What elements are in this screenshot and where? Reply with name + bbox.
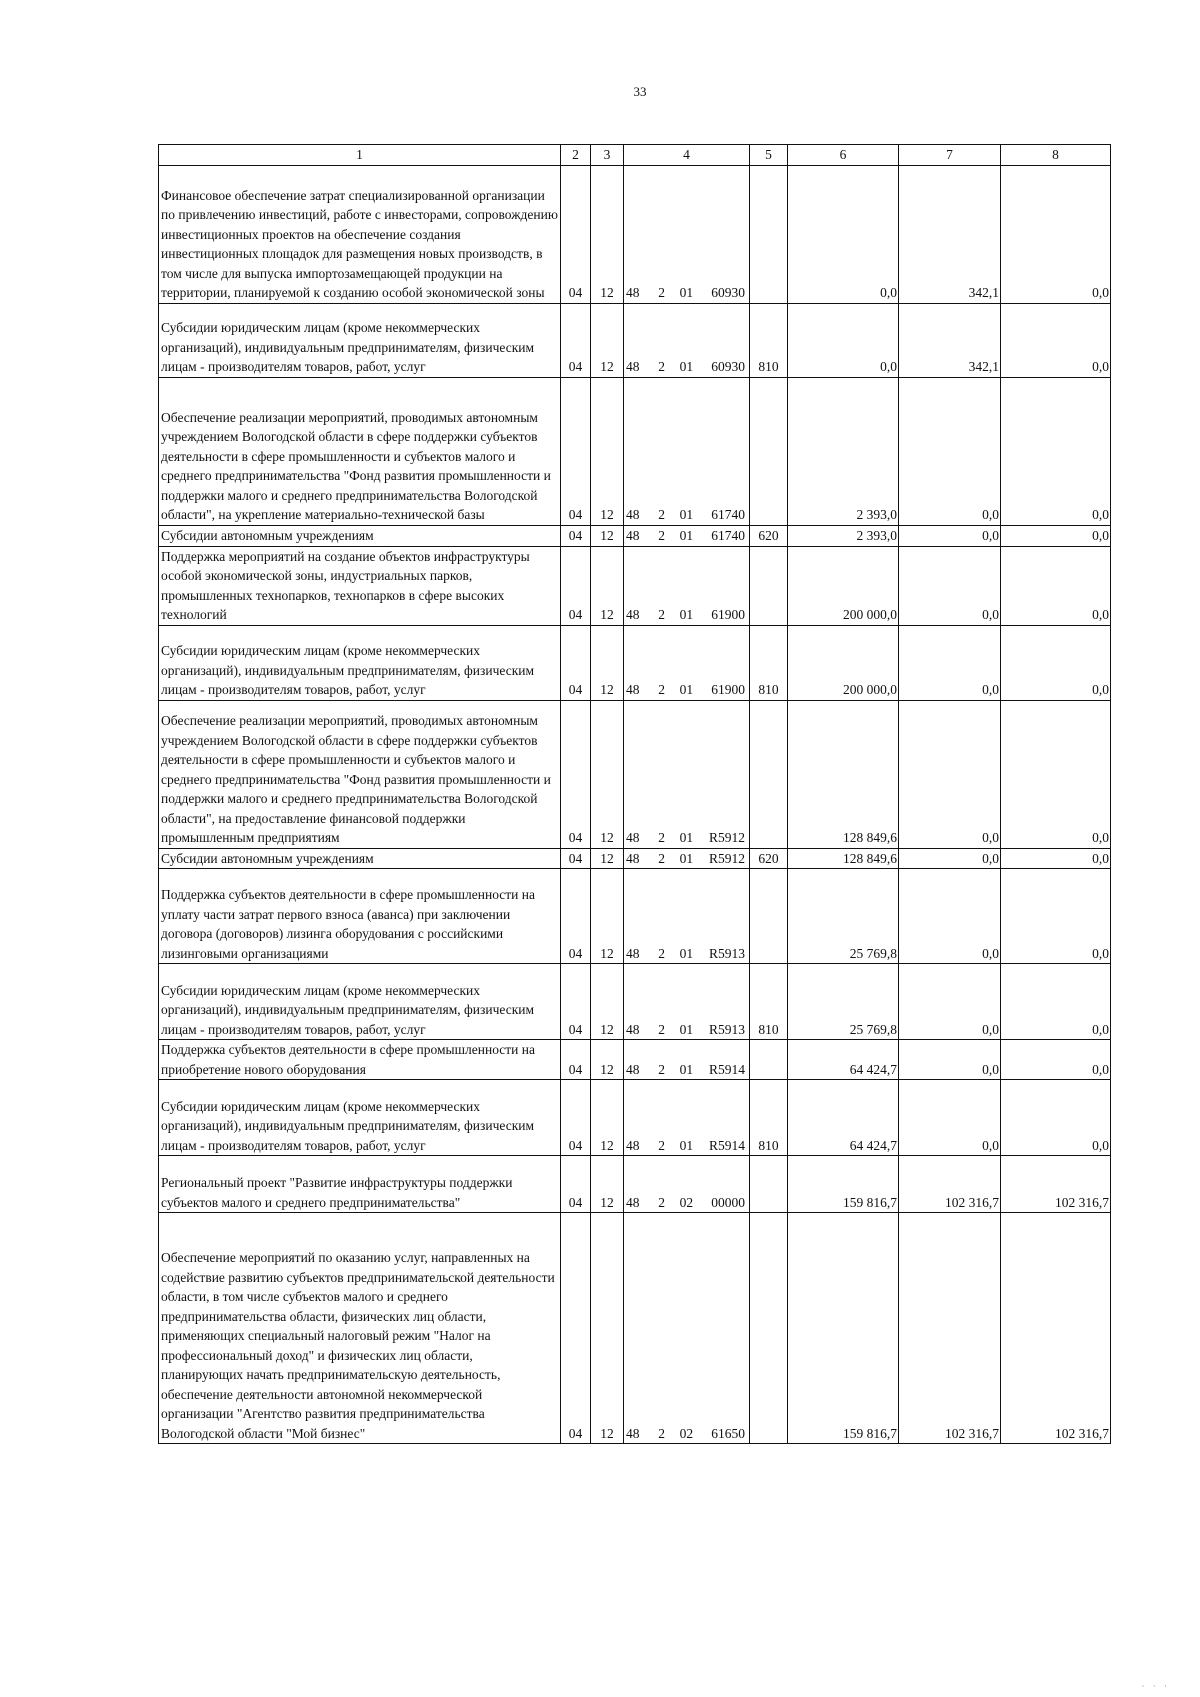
page-number: 33 xyxy=(633,84,647,99)
row-amount-col7: 0,0 xyxy=(899,525,1001,546)
row-section: 04 xyxy=(561,869,591,964)
table-row xyxy=(159,377,1111,525)
row-subsection: 12 xyxy=(591,1213,624,1444)
row-amount-col8: 0,0 xyxy=(1001,869,1111,964)
row-section: 04 xyxy=(561,377,591,525)
row-section: 04 xyxy=(561,1040,591,1080)
row-direction-code: R5913 xyxy=(708,945,745,961)
row-target-article xyxy=(624,1156,750,1213)
row-subsection: 12 xyxy=(591,1156,624,1213)
row-subsection: 12 xyxy=(591,303,624,377)
row-target-article xyxy=(624,525,750,546)
row-subsection: 12 xyxy=(591,1080,624,1156)
row-target-article xyxy=(624,165,750,303)
row-expense-type: 810 xyxy=(750,625,788,700)
row-section: 04 xyxy=(561,625,591,700)
row-direction-code: R5913 xyxy=(708,1021,745,1037)
row-amount-col6: 0,0 xyxy=(788,165,899,303)
row-event-code: 01 xyxy=(679,945,694,961)
row-direction-code: 60930 xyxy=(711,285,745,300)
table-row xyxy=(159,848,1111,869)
row-expense-type xyxy=(750,165,788,303)
row-subprogram-code: 2 xyxy=(658,1137,666,1153)
row-direction-code: 61740 xyxy=(711,507,745,522)
row-subsection: 12 xyxy=(591,848,624,869)
row-section: 04 xyxy=(561,525,591,546)
row-section: 04 xyxy=(561,546,591,625)
row-direction-code: 00000 xyxy=(711,1194,745,1210)
row-event-code: 01 xyxy=(679,1137,694,1153)
row-amount-col7: 342,1 xyxy=(899,165,1001,303)
row-amount-col8: 0,0 xyxy=(1001,700,1111,848)
row-target-article xyxy=(624,625,750,700)
row-name: Субсидии автономным учреждениям xyxy=(159,848,561,869)
header-col-3: 3 xyxy=(591,145,624,166)
row-expense-type xyxy=(750,377,788,525)
row-amount-col6: 128 849,6 xyxy=(788,700,899,848)
table-body xyxy=(159,165,1111,1444)
row-section: 04 xyxy=(561,1213,591,1444)
row-section: 04 xyxy=(561,165,591,303)
table-row xyxy=(159,303,1111,377)
row-subprogram-code: 2 xyxy=(658,830,666,845)
row-name: Субсидии юридическим лицам (кроме некоммерческих организаций), индивидуальным предпринимателям, физическим лицам - производителям товаров, работ, услуг xyxy=(159,1080,561,1156)
row-direction-code: R5914 xyxy=(708,1061,745,1077)
row-amount-col7: 102 316,7 xyxy=(899,1213,1001,1444)
table-row xyxy=(159,525,1111,546)
row-subsection: 12 xyxy=(591,546,624,625)
row-section: 04 xyxy=(561,700,591,848)
row-subsection: 12 xyxy=(591,869,624,964)
row-event-code: 02 xyxy=(679,1425,694,1441)
row-event-code: 02 xyxy=(679,1194,694,1210)
row-program-code: 48 xyxy=(626,830,640,845)
row-amount-col8: 0,0 xyxy=(1001,546,1111,625)
row-name: Финансовое обеспечение затрат специализированной организации по привлечению инвестиций, работе с инвесторами, сопровождению инвестиционных проектов на обеспечение создания инвестиционных площадок для размещения новых производств, в том числе для выпуска импортозамещающей продукции на территории, планируемой к созданию особой экономической зоны xyxy=(159,165,561,303)
row-amount-col6: 25 769,8 xyxy=(788,964,899,1040)
row-target-article xyxy=(624,700,750,848)
row-direction-code: 61740 xyxy=(711,528,745,543)
row-amount-col6: 64 424,7 xyxy=(788,1080,899,1156)
row-event-code: 01 xyxy=(679,1061,694,1077)
row-name: Поддержка субъектов деятельности в сфере промышленности на приобретение нового оборудования xyxy=(159,1040,561,1080)
row-amount-col7: 0,0 xyxy=(899,1040,1001,1080)
row-subsection: 12 xyxy=(591,1040,624,1080)
table-row xyxy=(159,1040,1111,1080)
row-amount-col8: 0,0 xyxy=(1001,303,1111,377)
row-event-code: 01 xyxy=(679,850,694,866)
row-subprogram-code: 2 xyxy=(658,682,666,697)
row-subprogram-code: 2 xyxy=(658,945,666,961)
row-amount-col7: 342,1 xyxy=(899,303,1001,377)
row-program-code: 48 xyxy=(626,528,640,543)
header-col-6: 6 xyxy=(788,145,899,166)
row-amount-col6: 2 393,0 xyxy=(788,377,899,525)
header-col-1: 1 xyxy=(159,145,561,166)
row-amount-col8: 0,0 xyxy=(1001,1080,1111,1156)
row-expense-type xyxy=(750,869,788,964)
row-expense-type xyxy=(750,1213,788,1444)
row-amount-col6: 200 000,0 xyxy=(788,625,899,700)
row-name: Субсидии автономным учреждениям xyxy=(159,525,561,546)
row-amount-col8: 102 316,7 xyxy=(1001,1213,1111,1444)
row-amount-col6: 128 849,6 xyxy=(788,848,899,869)
row-subprogram-code: 2 xyxy=(658,850,666,866)
row-target-article xyxy=(624,303,750,377)
row-amount-col6: 0,0 xyxy=(788,303,899,377)
table-row xyxy=(159,1080,1111,1156)
header-col-8: 8 xyxy=(1001,145,1111,166)
row-name: Поддержка субъектов деятельности в сфере промышленности на уплату части затрат первого взноса (аванса) при заключении договора (договоров) лизинга оборудования с российскими лизинговыми организациями xyxy=(159,869,561,964)
row-subprogram-code: 2 xyxy=(658,1425,666,1441)
row-amount-col8: 0,0 xyxy=(1001,525,1111,546)
row-program-code: 48 xyxy=(626,285,640,300)
row-amount-col8: 0,0 xyxy=(1001,964,1111,1040)
header-col-2: 2 xyxy=(561,145,591,166)
row-amount-col7: 0,0 xyxy=(899,964,1001,1040)
row-program-code: 48 xyxy=(626,1061,640,1077)
row-event-code: 01 xyxy=(679,830,694,845)
header-col-4: 4 xyxy=(624,145,750,166)
row-event-code: 01 xyxy=(679,607,694,622)
row-amount-col8: 0,0 xyxy=(1001,848,1111,869)
row-subprogram-code: 2 xyxy=(658,1061,666,1077)
row-program-code: 48 xyxy=(626,945,640,961)
row-amount-col7: 0,0 xyxy=(899,848,1001,869)
row-amount-col8: 102 316,7 xyxy=(1001,1156,1111,1213)
table-row xyxy=(159,165,1111,303)
row-amount-col6: 159 816,7 xyxy=(788,1213,899,1444)
row-amount-col6: 159 816,7 xyxy=(788,1156,899,1213)
row-amount-col7: 0,0 xyxy=(899,625,1001,700)
row-event-code: 01 xyxy=(679,359,694,374)
row-subsection: 12 xyxy=(591,625,624,700)
row-amount-col6: 200 000,0 xyxy=(788,546,899,625)
row-subprogram-code: 2 xyxy=(658,507,666,522)
row-direction-code: 61650 xyxy=(711,1425,745,1441)
row-section: 04 xyxy=(561,303,591,377)
row-program-code: 48 xyxy=(626,850,640,866)
row-section: 04 xyxy=(561,848,591,869)
row-program-code: 48 xyxy=(626,507,640,522)
row-amount-col7: 0,0 xyxy=(899,377,1001,525)
row-event-code: 01 xyxy=(679,682,694,697)
row-event-code: 01 xyxy=(679,507,694,522)
row-target-article xyxy=(624,848,750,869)
row-name: Субсидии юридическим лицам (кроме некоммерческих организаций), индивидуальным предпринимателям, физическим лицам - производителям товаров, работ, услуг xyxy=(159,625,561,700)
row-expense-type xyxy=(750,546,788,625)
row-amount-col6: 2 393,0 xyxy=(788,525,899,546)
row-name: Субсидии юридическим лицам (кроме некоммерческих организаций), индивидуальным предпринимателям, физическим лицам - производителям товаров, работ, услуг xyxy=(159,964,561,1040)
row-target-article xyxy=(624,546,750,625)
row-direction-code: 61900 xyxy=(711,682,745,697)
row-program-code: 48 xyxy=(626,1194,640,1210)
row-section: 04 xyxy=(561,964,591,1040)
row-target-article xyxy=(624,1040,750,1080)
row-program-code: 48 xyxy=(626,1021,640,1037)
row-program-code: 48 xyxy=(626,607,640,622)
row-expense-type xyxy=(750,1040,788,1080)
row-target-article xyxy=(624,964,750,1040)
row-amount-col8: 0,0 xyxy=(1001,1040,1111,1080)
row-amount-col7: 0,0 xyxy=(899,1080,1001,1156)
row-direction-code: R5914 xyxy=(708,1137,745,1153)
row-direction-code: R5912 xyxy=(708,850,745,866)
row-program-code: 48 xyxy=(626,1137,640,1153)
row-expense-type xyxy=(750,1156,788,1213)
row-direction-code: 60930 xyxy=(711,359,745,374)
row-amount-col8: 0,0 xyxy=(1001,625,1111,700)
budget-table xyxy=(158,144,1111,1444)
table-row xyxy=(159,546,1111,625)
row-program-code: 48 xyxy=(626,359,640,374)
row-subprogram-code: 2 xyxy=(658,1194,666,1210)
row-expense-type: 620 xyxy=(750,848,788,869)
row-section: 04 xyxy=(561,1080,591,1156)
row-program-code: 48 xyxy=(626,1425,640,1441)
table-row xyxy=(159,1213,1111,1444)
row-amount-col7: 0,0 xyxy=(899,700,1001,848)
row-event-code: 01 xyxy=(679,1021,694,1037)
row-event-code: 01 xyxy=(679,528,694,543)
table-row xyxy=(159,1156,1111,1213)
row-amount-col6: 25 769,8 xyxy=(788,869,899,964)
row-section: 04 xyxy=(561,1156,591,1213)
row-name: Поддержка мероприятий на создание объектов инфраструктуры особой экономической зоны, индустриальных парков, промышленных технопарков, технопарков в сфере высоких технологий xyxy=(159,546,561,625)
table-row xyxy=(159,625,1111,700)
row-name: Обеспечение реализации мероприятий, проводимых автономным учреждением Вологодской области в сфере поддержки субъектов деятельности в сфере промышленности и субъектов малого и среднего предпринимательства "Фонд развития промышленности и поддержки малого и среднего предпринимательства Вологодской области", на предоставление финансовой поддержки промышленным предприятиям xyxy=(159,700,561,848)
row-amount-col6: 64 424,7 xyxy=(788,1040,899,1080)
row-subsection: 12 xyxy=(591,165,624,303)
row-name: Обеспечение реализации мероприятий, проводимых автономным учреждением Вологодской области в сфере поддержки субъектов деятельности в сфере промышленности и субъектов малого и среднего предпринимательства "Фонд развития промышленности и поддержки малого и среднего предпринимательства Вологодской области", на укрепление материально-технической базы xyxy=(159,377,561,525)
header-col-7: 7 xyxy=(899,145,1001,166)
row-subprogram-code: 2 xyxy=(658,285,666,300)
row-event-code: 01 xyxy=(679,285,694,300)
row-expense-type xyxy=(750,700,788,848)
row-amount-col8: 0,0 xyxy=(1001,377,1111,525)
row-subsection: 12 xyxy=(591,700,624,848)
table-row xyxy=(159,700,1111,848)
row-amount-col7: 0,0 xyxy=(899,869,1001,964)
row-target-article xyxy=(624,1213,750,1444)
row-amount-col7: 0,0 xyxy=(899,546,1001,625)
row-subprogram-code: 2 xyxy=(658,607,666,622)
row-amount-col7: 102 316,7 xyxy=(899,1156,1001,1213)
header-col-5: 5 xyxy=(750,145,788,166)
row-target-article xyxy=(624,869,750,964)
row-target-article xyxy=(624,377,750,525)
row-subprogram-code: 2 xyxy=(658,1021,666,1037)
row-expense-type: 810 xyxy=(750,1080,788,1156)
table-row xyxy=(159,964,1111,1040)
table-row xyxy=(159,869,1111,964)
row-expense-type: 810 xyxy=(750,964,788,1040)
row-name: Региональный проект "Развитие инфраструктуры поддержки субъектов малого и среднего предпринимательства" xyxy=(159,1156,561,1213)
row-target-article xyxy=(624,1080,750,1156)
row-expense-type: 810 xyxy=(750,303,788,377)
row-direction-code: 61900 xyxy=(711,607,745,622)
row-program-code: 48 xyxy=(626,682,640,697)
row-direction-code: R5912 xyxy=(708,830,745,845)
scan-artifact: · · · xyxy=(1141,1681,1170,1691)
row-amount-col8: 0,0 xyxy=(1001,165,1111,303)
row-name: Обеспечение мероприятий по оказанию услуг, направленных на содействие развитию субъектов предпринимательской деятельности области, в том числе субъектов малого и среднего предпринимательства области, физических лиц области, применяющих специальный налоговый режим "Налог на профессиональный доход" и физических лиц области, планирующих начать предпринимательскую деятельность, обеспечение деятельности автономной некоммерческой организации "Агентство развития предпринимательства Вологодской области "Мой бизнес" xyxy=(159,1213,561,1444)
header-row xyxy=(159,145,1111,166)
row-subsection: 12 xyxy=(591,964,624,1040)
row-subprogram-code: 2 xyxy=(658,528,666,543)
row-expense-type: 620 xyxy=(750,525,788,546)
row-subprogram-code: 2 xyxy=(658,359,666,374)
row-subsection: 12 xyxy=(591,525,624,546)
row-name: Субсидии юридическим лицам (кроме некоммерческих организаций), индивидуальным предпринимателям, физическим лицам - производителям товаров, работ, услуг xyxy=(159,303,561,377)
row-subsection: 12 xyxy=(591,377,624,525)
